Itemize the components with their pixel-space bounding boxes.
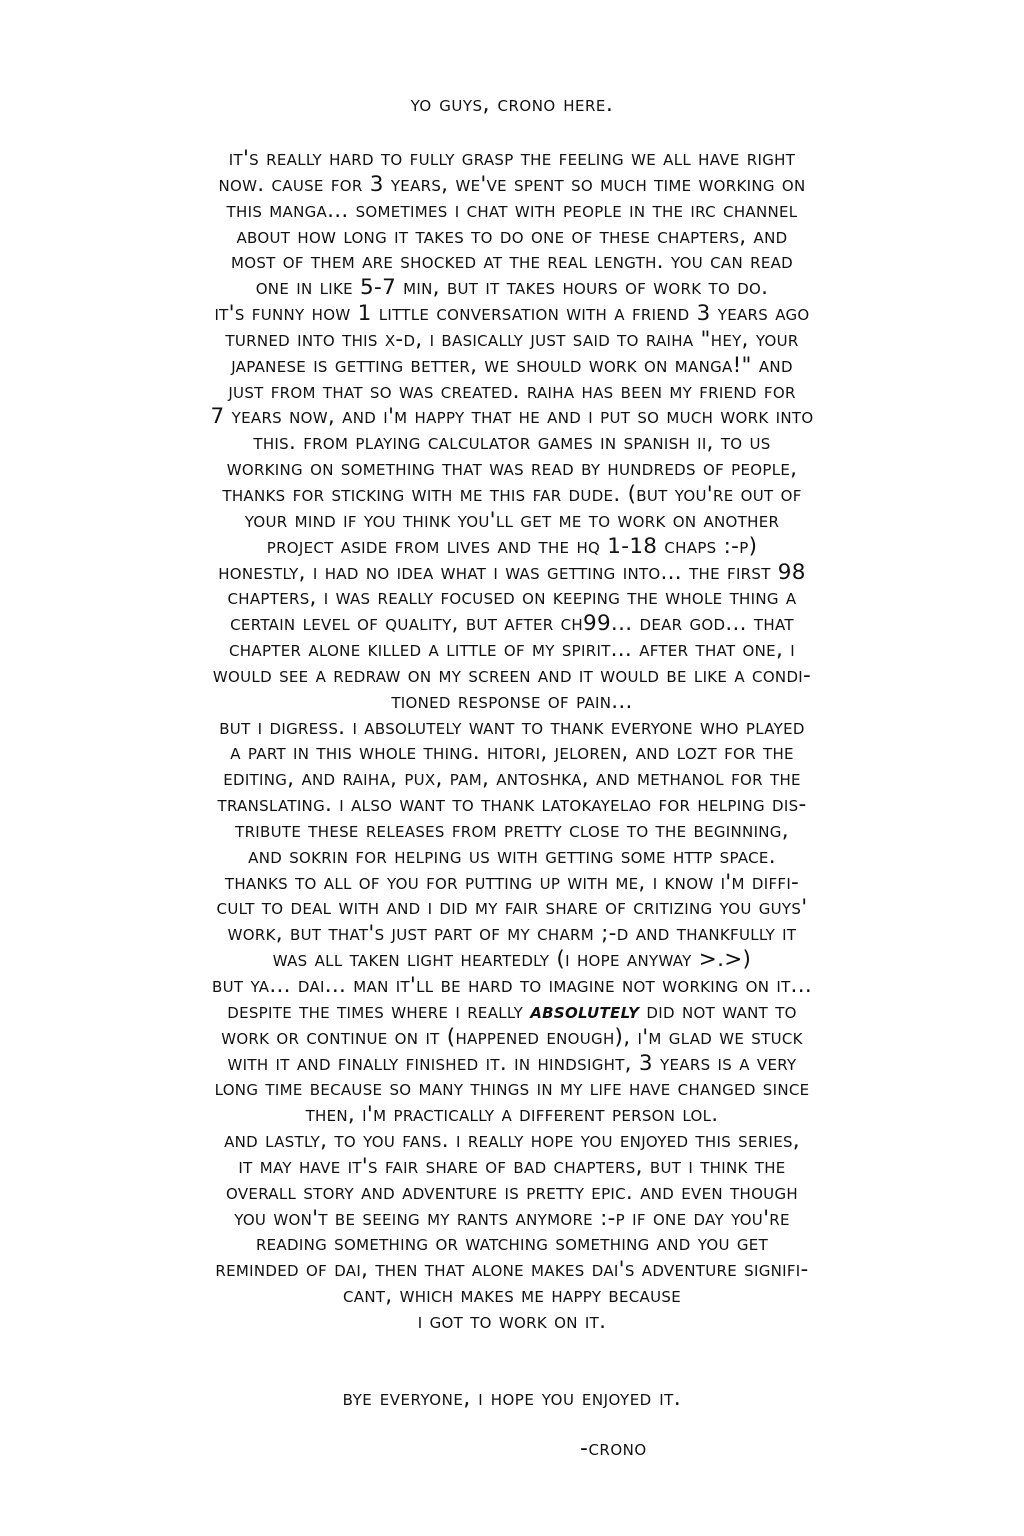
body-line: turned into this x-d, i basically just said to raiha "hey, your xyxy=(225,326,799,352)
body-line: this manga... sometimes i chat with people in the irc channel xyxy=(226,197,798,223)
body-line: then, i'm practically a different person lol. xyxy=(305,1102,719,1128)
emphasis-line-suffix: did not want to xyxy=(646,998,797,1024)
body-line: it's really hard to fully grasp the feeling we all have right xyxy=(228,146,796,171)
body-line: cant, which makes me happy because xyxy=(342,1283,681,1309)
body-line: a part in this whole thing. hitori, jeloren, and lozt for the xyxy=(230,740,794,766)
body-line: your mind if you think you'll get me to work on another xyxy=(244,507,780,533)
body-line: 7 years now, and i'm happy that he and i put so much work into xyxy=(210,404,814,430)
body-line: working on something that was read by hundreds of people, xyxy=(226,456,798,482)
letter-body xyxy=(96,146,928,1335)
body-line: with it and finally finished it. in hindsight, 3 years is a very xyxy=(227,1050,797,1076)
body-line: one in like 5-7 min, but it takes hours of work to do. xyxy=(255,275,769,301)
body-line: now. cause for 3 years, we've spent so much time working on xyxy=(218,171,806,197)
signature: -crono xyxy=(580,1436,647,1461)
body-line: i got to work on it. xyxy=(417,1308,607,1334)
body-line: thanks to all of you for putting up with me, i know i'm diffi- xyxy=(224,869,800,895)
body-line: but i digress. i absolutely want to thank everyone who played xyxy=(219,714,805,740)
body-line: long time because so many things in my life have changed since xyxy=(214,1076,810,1102)
body-line: overall story and adventure is pretty epic. and even though xyxy=(226,1179,798,1205)
body-line: just from that so was created. raiha has been my friend for xyxy=(228,378,796,404)
body-line: project aside from lives and the hq 1-18 chaps :-p) xyxy=(266,533,758,559)
body-line: most of them are shocked at the real length. you can read xyxy=(230,249,794,275)
body-line: work, but that's just part of my charm ;-d and thankfully it xyxy=(227,921,797,947)
emphasis-line xyxy=(96,999,928,1025)
emphasis-line-prefix: despite the times where i really xyxy=(227,998,524,1024)
body-line: but ya... dai... man it'll be hard to imagine not working on it... xyxy=(212,973,812,998)
body-line: chapters, i was really focused on keeping the whole thing a xyxy=(227,585,797,611)
body-line: reminded of dai, then that alone makes dai's adventure signifi- xyxy=(215,1257,809,1283)
body-line: cult to deal with and i did my fair share of critizing you guys' xyxy=(216,895,808,921)
body-line: it's funny how 1 little conversation with a friend 3 years ago xyxy=(214,301,810,327)
body-line: tioned response of pain... xyxy=(391,688,633,714)
body-line: and lastly, to you fans. i really hope you enjoyed this series, xyxy=(224,1128,800,1154)
body-line: about how long it takes to do one of these chapters, and xyxy=(236,223,788,249)
body-line: editing, and raiha, pux, pam, antoshka, and methanol for the xyxy=(223,766,801,792)
body-line: honestly, i had no idea what i was getting into... the first 98 xyxy=(218,559,806,585)
body-line: tribute these releases from pretty close to the beginning, xyxy=(235,817,789,843)
body-line: translating. i also want to thank latokayelao for helping dis- xyxy=(217,792,807,818)
body-line: thanks for sticking with me this far dude. (but you're out of xyxy=(222,481,802,507)
body-line: it may have it's fair share of bad chapters, but i think the xyxy=(238,1153,786,1179)
body-line: reading something or watching something and you get xyxy=(255,1231,769,1257)
body-line: and sokrin for helping us with getting some http space. xyxy=(248,843,776,869)
greeting-line: yo guys, crono here. xyxy=(410,92,614,117)
body-line: you won't be seeing my rants anymore :-p if one day you're xyxy=(234,1205,790,1231)
body-line: work or continue on it (happened enough), i'm glad we stuck xyxy=(221,1024,803,1050)
body-line: would see a redraw on my screen and it would be like a condi- xyxy=(212,662,812,688)
closing-line: bye everyone, i hope you enjoyed it. xyxy=(342,1386,682,1411)
body-line: certain level of quality, but after ch99... dear god... that xyxy=(230,611,794,637)
body-line: japanese is getting better, we should work on manga!" and xyxy=(231,352,793,378)
body-line: this. from playing calculator games in spanish ii, to us xyxy=(253,430,771,456)
emphasized-word: absolutely xyxy=(530,998,640,1024)
body-line: was all taken light heartedly (i hope anyway >.>) xyxy=(272,947,752,973)
body-line: chapter alone killed a little of my spirit... after that one, i xyxy=(229,637,795,663)
